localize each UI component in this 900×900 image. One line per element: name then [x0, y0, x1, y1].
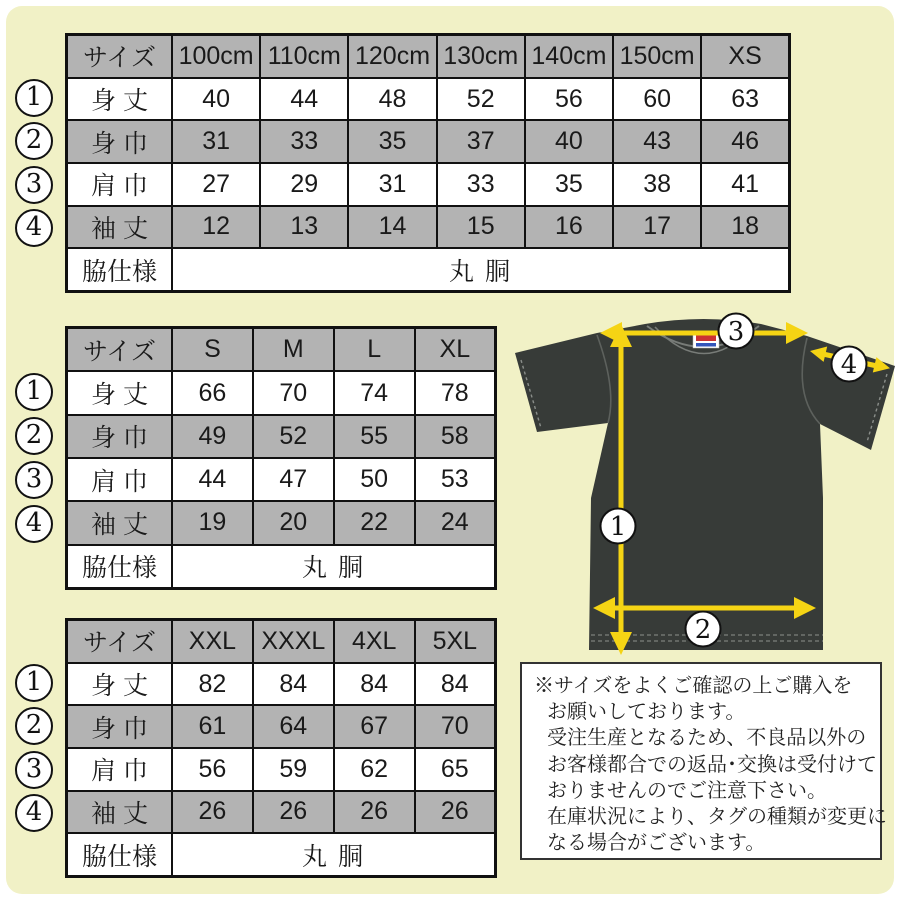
size-value-cell: 49	[172, 415, 253, 458]
side-spec-value: 丸 胴	[172, 833, 496, 876]
table-row	[67, 748, 496, 791]
table-footer-row	[67, 545, 496, 589]
table-row	[67, 458, 496, 501]
svg-text:4: 4	[840, 350, 858, 380]
circled-number-4: 4	[15, 209, 53, 247]
size-value-cell: 38	[613, 163, 701, 206]
size-value-cell: 16	[525, 206, 613, 249]
size-value-cell: 44	[172, 458, 253, 501]
side-spec-value: 丸 胴	[172, 545, 496, 589]
size-value-cell: 46	[701, 120, 789, 163]
size-value-cell: 60	[613, 78, 701, 121]
size-value-cell: 26	[415, 791, 496, 834]
circled-number-1: 1	[15, 664, 53, 702]
size-value-cell: 66	[172, 371, 253, 414]
size-value-cell: 50	[334, 458, 415, 501]
note-line: おりませんのでご注意下さい。	[547, 779, 827, 802]
column-header: 4XL	[334, 620, 415, 663]
circled-number-4: 4	[15, 794, 53, 832]
side-spec-label: 脇仕様	[67, 545, 173, 589]
size-value-cell: 63	[701, 78, 789, 121]
size-value-cell: 26	[253, 791, 334, 834]
size-value-cell: 84	[415, 663, 496, 706]
measure-label: 袖 丈	[67, 501, 173, 544]
size-value-cell: 26	[334, 791, 415, 834]
note-line: お客様都合での返品･交換は受付けて	[547, 753, 877, 776]
circled-number-1: 1	[15, 373, 53, 411]
column-header: 130cm	[437, 35, 525, 78]
column-header: XXXL	[253, 620, 334, 663]
size-value-cell: 53	[415, 458, 496, 501]
column-header: XL	[415, 328, 496, 372]
size-header-label: サイズ	[67, 620, 173, 663]
size-header-label: サイズ	[67, 328, 173, 372]
note-line: なる場合がございます。	[547, 832, 766, 855]
size-value-cell: 15	[437, 206, 525, 249]
adult-size-table-wrap	[25, 326, 497, 590]
size-value-cell: 84	[334, 663, 415, 706]
measure-label: 袖 丈	[67, 206, 173, 249]
size-value-cell: 55	[334, 415, 415, 458]
size-value-cell: 17	[613, 206, 701, 249]
size-value-cell: 27	[172, 163, 260, 206]
tshirt-diagram	[505, 310, 900, 665]
measure-label: 身 丈	[67, 663, 173, 706]
size-value-cell: 70	[415, 705, 496, 748]
circled-number-3: 3	[15, 461, 53, 499]
size-value-cell: 78	[415, 371, 496, 414]
column-header: L	[334, 328, 415, 372]
table-footer-row	[67, 248, 790, 291]
column-header: XXL	[172, 620, 253, 663]
measure-label: 身 丈	[67, 78, 173, 121]
size-value-cell: 59	[253, 748, 334, 791]
plus-size-table-wrap	[25, 618, 497, 878]
note-line: 在庫状況により、タグの種類が変更に	[547, 806, 887, 829]
side-spec-label: 脇仕様	[67, 248, 173, 291]
size-value-cell: 18	[701, 206, 789, 249]
size-value-cell: 40	[172, 78, 260, 121]
kids-size-table-wrap	[25, 33, 791, 293]
size-value-cell: 61	[172, 705, 253, 748]
column-header: 5XL	[415, 620, 496, 663]
column-header: 120cm	[348, 35, 436, 78]
measure-label: 肩 巾	[67, 458, 173, 501]
table-row	[67, 663, 496, 706]
measure-label: 肩 巾	[67, 163, 173, 206]
measure-label: 身 巾	[67, 120, 173, 163]
size-value-cell: 52	[437, 78, 525, 121]
table-row	[67, 120, 790, 163]
circled-number-4: 4	[15, 505, 53, 543]
size-value-cell: 58	[415, 415, 496, 458]
table-row	[67, 415, 496, 458]
size-value-cell: 24	[415, 501, 496, 544]
measure-label: 肩 巾	[67, 748, 173, 791]
table-row	[67, 371, 496, 414]
measure-label: 身 丈	[67, 371, 173, 414]
circled-number-1: 1	[15, 79, 53, 117]
size-value-cell: 70	[253, 371, 334, 414]
column-header: 140cm	[525, 35, 613, 78]
note-line: ※サイズをよくご確認の上ご購入を	[534, 675, 853, 697]
size-value-cell: 56	[172, 748, 253, 791]
size-value-cell: 14	[348, 206, 436, 249]
table-footer-row	[67, 833, 496, 876]
size-value-cell: 56	[525, 78, 613, 121]
table-row	[67, 206, 790, 249]
note-line: お願いしております。	[547, 701, 746, 724]
size-value-cell: 82	[172, 663, 253, 706]
table-row	[67, 791, 496, 834]
size-value-cell: 67	[334, 705, 415, 748]
circled-number-2: 2	[15, 122, 53, 160]
size-value-cell: 47	[253, 458, 334, 501]
size-value-cell: 12	[172, 206, 260, 249]
column-header: XS	[701, 35, 789, 78]
svg-text:1: 1	[609, 512, 627, 542]
size-value-cell: 13	[260, 206, 348, 249]
size-value-cell: 33	[260, 120, 348, 163]
note-line: 受注生産となるため、不良品以外の	[547, 727, 867, 750]
size-header-label: サイズ	[67, 35, 173, 78]
table-row	[67, 78, 790, 121]
size-value-cell: 31	[348, 163, 436, 206]
measure-label: 袖 丈	[67, 791, 173, 834]
column-header: 150cm	[613, 35, 701, 78]
size-value-cell: 20	[253, 501, 334, 544]
table-row	[67, 705, 496, 748]
column-header: 110cm	[260, 35, 348, 78]
size-value-cell: 40	[525, 120, 613, 163]
size-value-cell: 37	[437, 120, 525, 163]
size-value-cell: 64	[253, 705, 334, 748]
size-value-cell: 22	[334, 501, 415, 544]
size-value-cell: 84	[253, 663, 334, 706]
table-row	[67, 163, 790, 206]
side-spec-value: 丸 胴	[172, 248, 790, 291]
column-header: S	[172, 328, 253, 372]
size-value-cell: 33	[437, 163, 525, 206]
circled-number-3: 3	[15, 751, 53, 789]
diagram-label-4	[832, 347, 867, 382]
size-value-cell: 29	[260, 163, 348, 206]
column-header: 100cm	[172, 35, 260, 78]
measure-label: 身 巾	[67, 415, 173, 458]
size-value-cell: 43	[613, 120, 701, 163]
measure-label: 身 巾	[67, 705, 173, 748]
diagram-label-1	[601, 509, 636, 544]
plus-size-table	[65, 618, 497, 878]
diagram-label-2	[686, 612, 721, 647]
adult-size-table	[65, 326, 497, 590]
size-value-cell: 35	[525, 163, 613, 206]
size-value-cell: 65	[415, 748, 496, 791]
size-value-cell: 62	[334, 748, 415, 791]
circled-number-3: 3	[15, 166, 53, 204]
purchase-note-box	[520, 662, 887, 860]
size-value-cell: 26	[172, 791, 253, 834]
size-value-cell: 74	[334, 371, 415, 414]
size-value-cell: 44	[260, 78, 348, 121]
svg-text:2: 2	[694, 615, 712, 645]
column-header: M	[253, 328, 334, 372]
size-value-cell: 19	[172, 501, 253, 544]
diagram-label-3	[719, 314, 754, 349]
size-value-cell: 35	[348, 120, 436, 163]
size-value-cell: 52	[253, 415, 334, 458]
circled-number-2: 2	[15, 417, 53, 455]
circled-number-2: 2	[15, 707, 53, 745]
kids-size-table	[65, 33, 791, 293]
size-value-cell: 48	[348, 78, 436, 121]
size-value-cell: 31	[172, 120, 260, 163]
size-value-cell: 41	[701, 163, 789, 206]
side-spec-label: 脇仕様	[67, 833, 173, 876]
table-row	[67, 501, 496, 544]
svg-text:3: 3	[727, 317, 745, 347]
